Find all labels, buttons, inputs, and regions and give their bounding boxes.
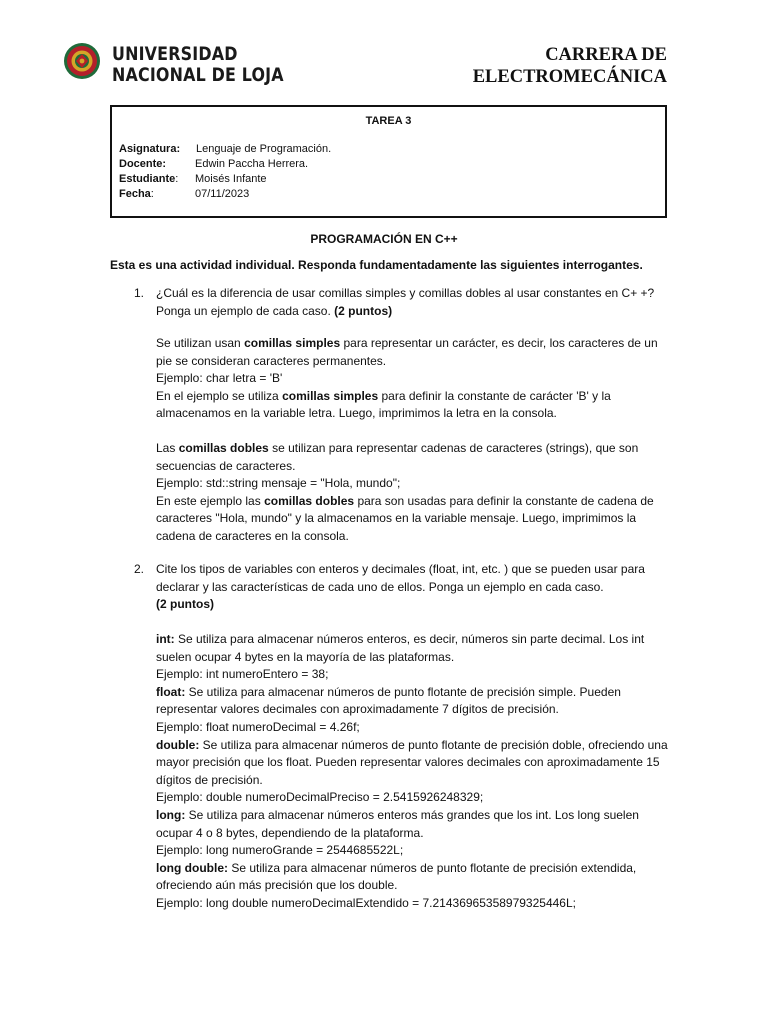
info-row-estudiante: Estudiante: Moisés Infante [119,173,267,185]
assignment-info-box [110,105,667,218]
university-line-1: UNIVERSIDAD [112,44,238,65]
answer-1-text: se utilizan para representar cadenas de caracteres (strings), que son secuencias de caracteres. [156,441,639,473]
info-value-fecha: 07/11/2023 [195,188,250,200]
question-1-text: ¿Cuál es la diferencia de usar comillas simples y comillas dobles al usar constantes en C+ +? Ponga un ejemplo de cada caso. [156,286,655,318]
answer-1-bold: comillas simples [244,336,341,350]
answer-2-types [156,631,672,913]
question-2-text: Cite los tipos de variables con enteros y decimales (float, int, etc. ) que se pueden usar para declarar y las características de cada uno de ellos. Ponga un ejemplo en cada caso. [156,562,645,594]
career-line-2: ELECTROMECÁNICA [472,67,667,87]
info-value-docente: Edwin Paccha Herrera. [195,158,309,170]
question-1-points: (2 puntos) [334,303,393,318]
type-float-example: Ejemplo: float numeroDecimal = 4.26f; [156,719,360,734]
question-2-points: (2 puntos) [156,597,214,612]
question-2 [156,561,672,614]
answer-1-text: En el ejemplo se utiliza [156,388,279,403]
type-int-label: int: [156,632,175,646]
info-key-fecha: Fecha [119,188,151,200]
info-value-asignatura: Lenguaje de Programación. [196,143,332,155]
type-long-text: Se utiliza para almacenar números enteros más grandes que los int. Los long suelen ocupar 4 o 8 bytes, dependiendo de la plataforma. [156,807,639,840]
type-int-example: Ejemplo: int numeroEntero = 38; [156,667,329,682]
answer-1-bold: comillas dobles [264,493,355,508]
question-1 [156,285,672,320]
answer-1-example: Ejemplo: std::string mensaje = "Hola, mundo"; [156,476,401,491]
question-2-number: 2. [134,562,145,576]
info-key-asignatura: Asignatura: [119,143,181,155]
answer-1-bold: comillas simples [282,388,379,403]
info-key-docente: Docente: [119,158,167,170]
type-double-label: double: [156,737,200,752]
type-double-example: Ejemplo: double numeroDecimalPreciso = 2.5415926248329; [156,790,484,805]
university-line-2: NACIONAL DE LOJA [112,65,284,86]
type-long-double-text: Se utiliza para almacenar números de punto flotante de precisión extendida, ofreciendo aún más precisión que los double. [156,860,637,893]
university-name [112,44,284,86]
assignment-number: TAREA 3 [365,115,412,127]
answer-1-bold: comillas dobles [178,441,269,455]
question-1-number: 1. [134,286,145,300]
type-long-double-example: Ejemplo: long double numeroDecimalExtendido = 7.21436965358979325446L; [156,895,576,910]
instructions: Esta es una actividad individual. Responda fundamentadamente las siguientes interrogantes. [110,258,643,272]
info-row-asignatura [119,142,332,157]
type-int-text: Se utiliza para almacenar números enteros, es decir, números sin parte decimal. Los int suelen ocupar 4 bytes en la mayoría de las plataformas. [156,632,645,664]
university-seal-logo [62,42,102,82]
career-title [473,44,667,88]
answer-1-example: Ejemplo: char letra = 'B' [156,371,283,386]
answer-1-text: Las [156,441,176,455]
type-float-text: Se utiliza para almacenar números de punto flotante de precisión simple. Pueden representar valores decimales con aproximadamente 7 dígitos de precisión. [156,684,621,717]
answer-1-text: para representar un carácter, es decir, los caracteres de un pie se consideran caracteres permanentes. [156,336,658,368]
type-long-label: long: [156,807,186,822]
answer-1-text: En este ejemplo las [156,493,261,508]
type-long-double-label: long double: [156,860,228,875]
info-row-fecha: Fecha: 07/11/2023 [119,188,250,200]
info-key-estudiante: Estudiante [119,173,176,185]
document-title: PROGRAMACIÓN EN C++ [310,232,458,246]
type-long-example: Ejemplo: long numeroGrande = 2544685522L; [156,843,404,858]
type-float-label: float: [156,684,186,699]
type-double-text: Se utiliza para almacenar números de punto flotante de precisión doble, ofreciendo una mayor precisión que los float. Pueden representar valores decimales con aproximadamente 15 dígitos de precisión. [156,737,668,787]
career-line-1: CARRERA DE [545,45,667,65]
answer-1-double-quotes [156,440,672,546]
answer-1-text: para son usadas para definir la constante de cadena de caracteres "Hola, mundo" y la almacenamos en la variable mensaje. Luego, imprimimos la cadena de caracteres en la consola. [156,493,654,543]
answer-1-text: para definir la constante de carácter 'B' y la almacenamos en la variable letra. Luego, imprimimos la letra en la consola. [156,388,611,421]
answer-1-text: Se utilizan usan [156,336,241,350]
answer-1-simple-quotes [156,335,672,423]
info-row-docente [119,157,309,172]
info-value-estudiante: Moisés Infante [195,173,267,185]
